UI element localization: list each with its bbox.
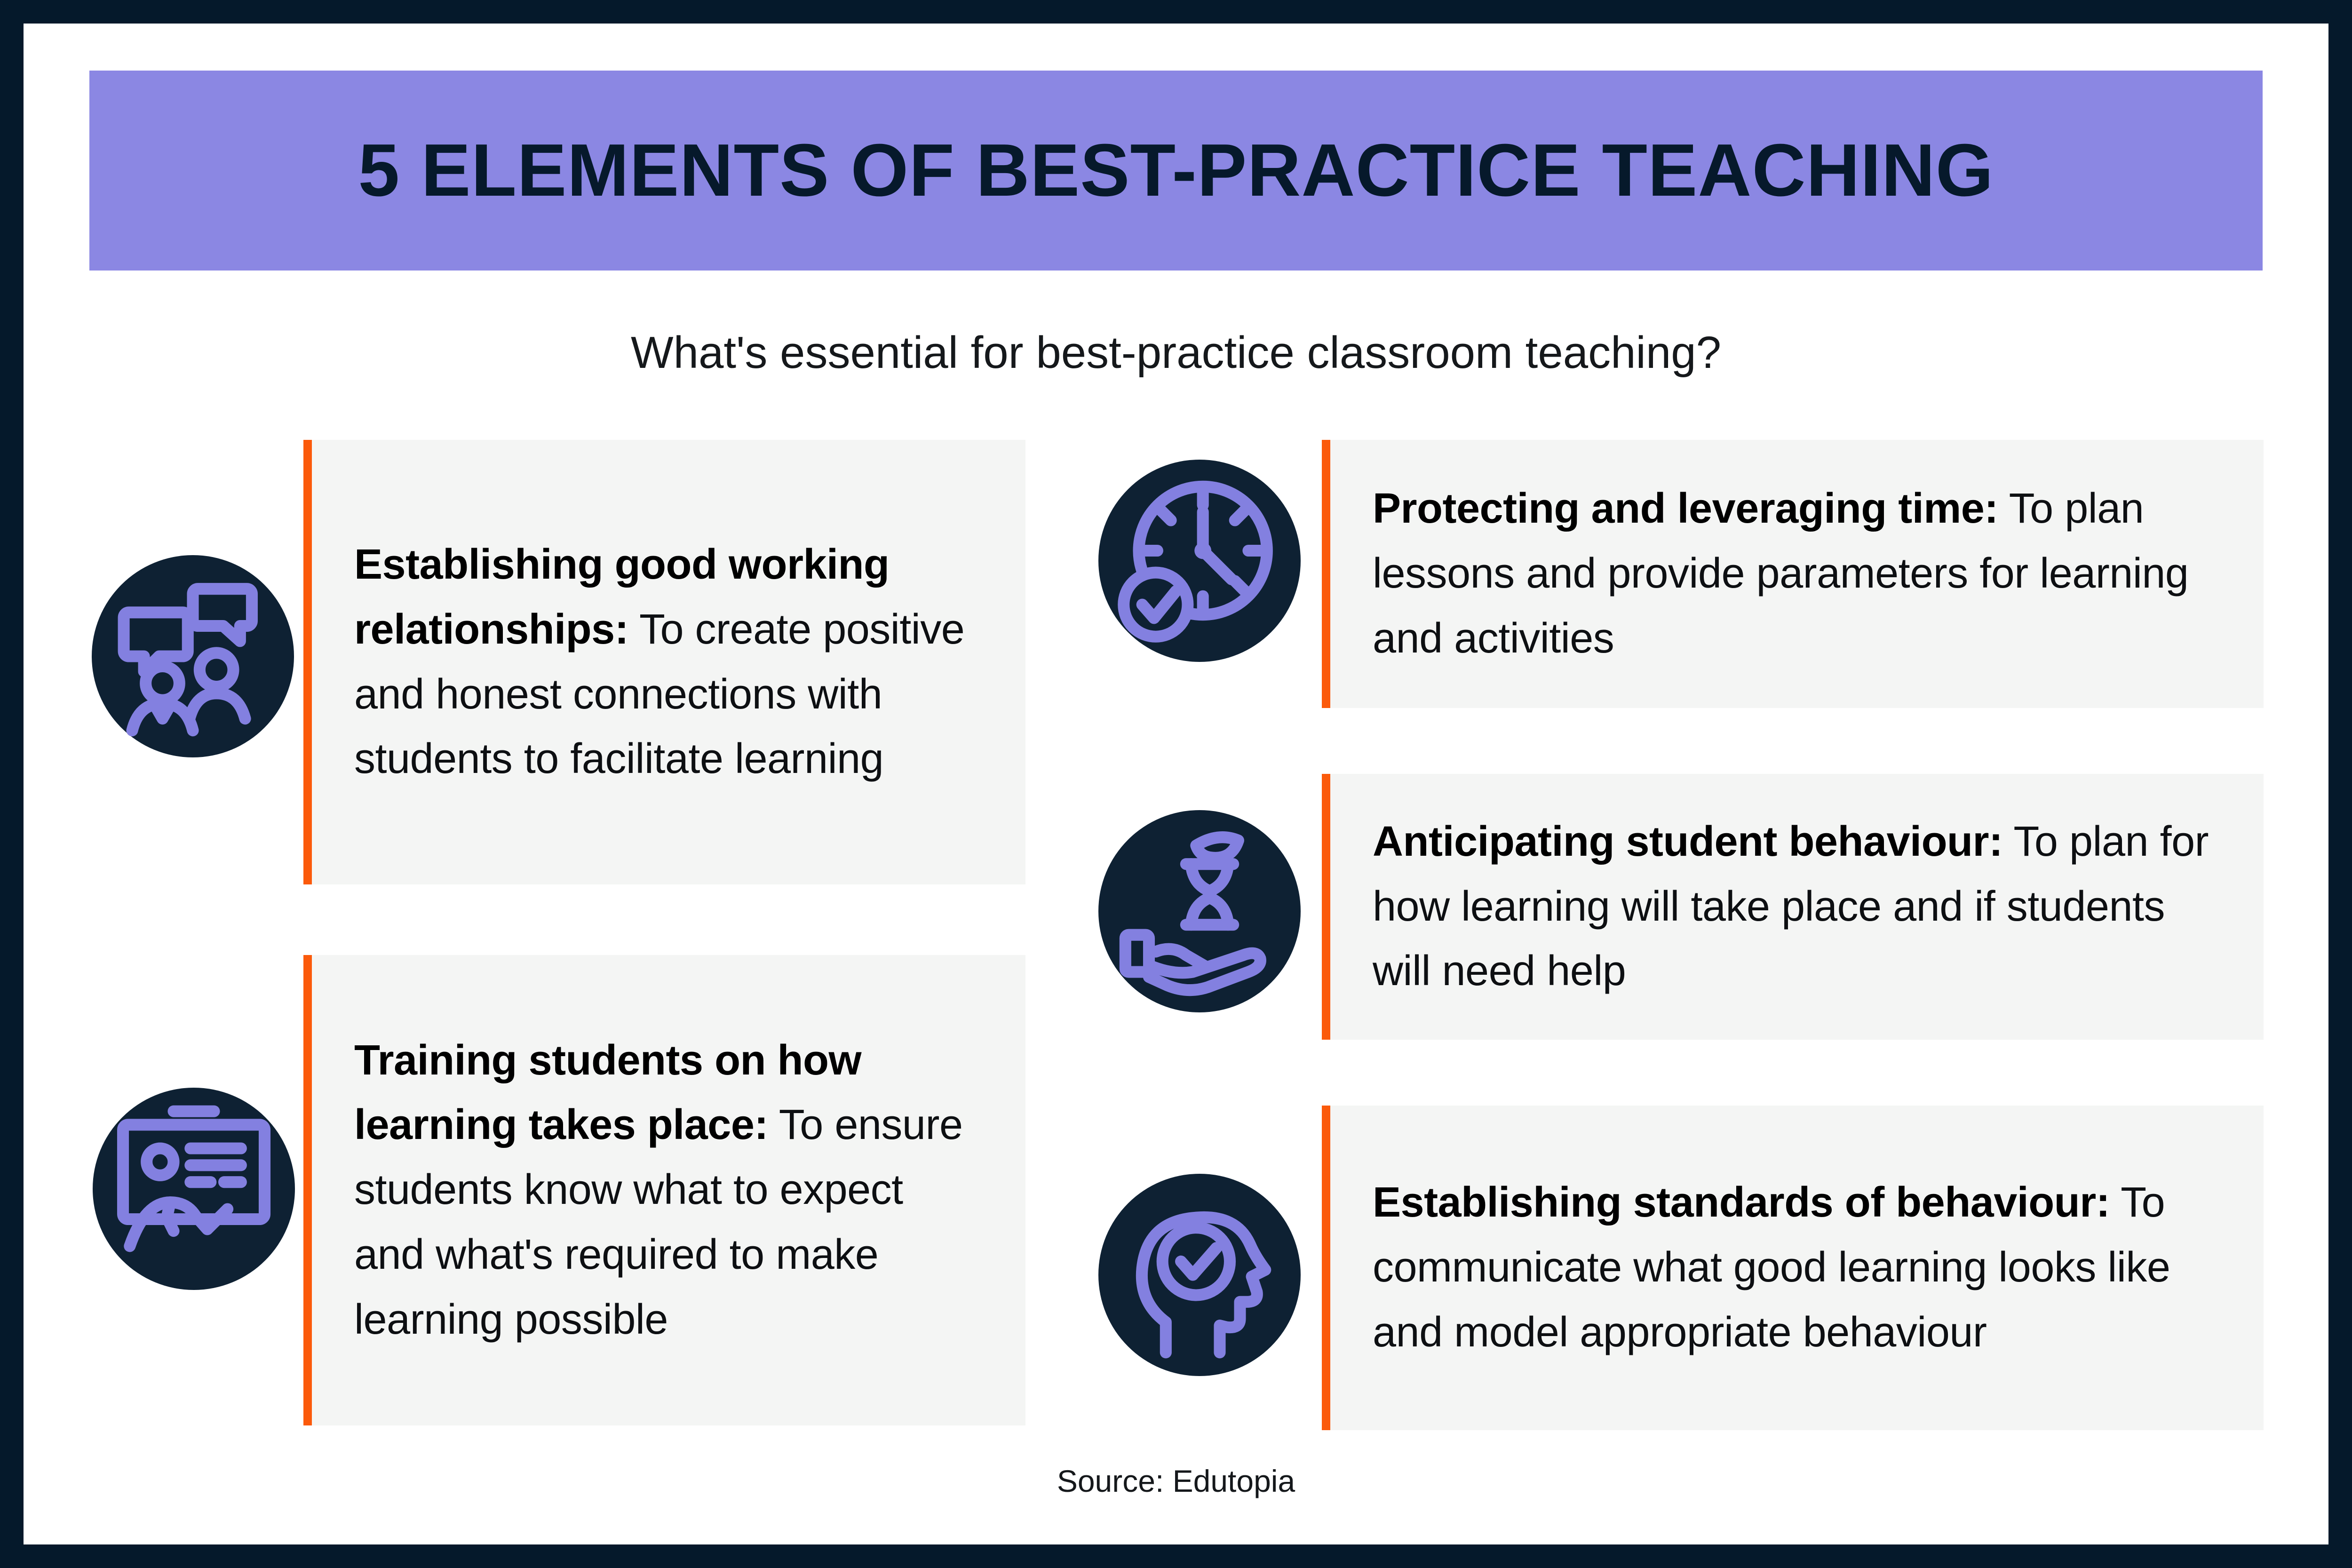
card-behaviour-standards bbox=[1322, 1106, 2264, 1430]
card-rest: To communicate what good learning looks like and model appropriate behaviour bbox=[1373, 1179, 2170, 1356]
card-rest: To plan for how learning will take place and if students will need help bbox=[1373, 818, 2209, 995]
card-lead: Anticipating student behaviour: bbox=[1373, 818, 2003, 865]
card-text bbox=[1373, 477, 2221, 671]
card-rest: To plan lessons and provide parameters for learning and activities bbox=[1373, 485, 2189, 662]
hourglass-hand-icon bbox=[1098, 810, 1301, 1012]
head-check-icon bbox=[1098, 1174, 1301, 1376]
card-text bbox=[354, 1028, 983, 1352]
card-training bbox=[303, 955, 1025, 1425]
source-credit: Source: Edutopia bbox=[1057, 1464, 1295, 1498]
card-lead: Training students on how learning takes place: bbox=[354, 1036, 861, 1149]
clock-check-icon bbox=[1098, 460, 1301, 662]
card-relationships bbox=[303, 440, 1025, 884]
card-text bbox=[1373, 1170, 2221, 1365]
page-subtitle: What's essential for best-practice classroom teaching? bbox=[630, 327, 1721, 378]
card-rest: To ensure students know what to expect and what's required to make learning possible bbox=[354, 1101, 963, 1343]
card-lead: Protecting and leveraging time: bbox=[1373, 485, 1998, 533]
card-lead: Establishing good working relationships: bbox=[354, 541, 890, 653]
card-text bbox=[354, 533, 983, 792]
card-anticipating-behaviour bbox=[1322, 774, 2264, 1040]
card-time bbox=[1322, 440, 2264, 708]
card-lead: Establishing standards of behaviour: bbox=[1373, 1179, 2110, 1226]
page-title: 5 ELEMENTS OF BEST-PRACTICE TEACHING bbox=[358, 129, 1994, 212]
title-banner bbox=[89, 71, 2263, 271]
presentation-icon bbox=[93, 1088, 295, 1290]
conversation-icon bbox=[92, 555, 294, 757]
card-rest: To create positive and honest connections with students to facilitate learning bbox=[354, 605, 965, 783]
card-text bbox=[1373, 810, 2221, 1004]
